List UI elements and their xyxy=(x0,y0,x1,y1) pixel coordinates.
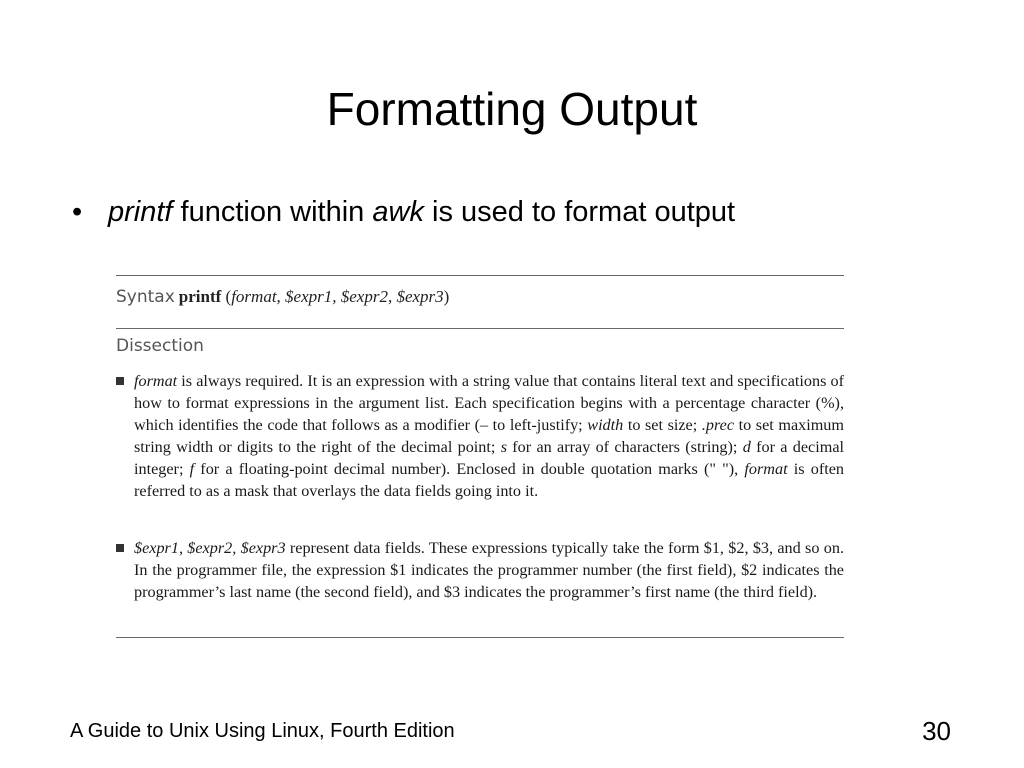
text-segment: to set maximum string width or digits to the right of the decimal point; xyxy=(134,416,844,456)
term-width: width xyxy=(587,416,624,434)
syntax-command: printf xyxy=(178,287,222,306)
dissection-item-text xyxy=(134,370,844,502)
bullet-marker: • xyxy=(72,196,83,228)
bullet-term-printf: printf xyxy=(108,196,173,228)
term-f: f xyxy=(189,460,195,478)
dissection-item-format xyxy=(116,370,844,502)
term-d: d xyxy=(742,438,751,456)
text-segment: for a decimal integer; xyxy=(134,438,844,478)
bullet-text-mid: function within xyxy=(172,196,373,228)
bullet-text-end: is used to format output xyxy=(423,196,736,228)
term-s: s xyxy=(500,438,507,456)
dissection-heading: Dissection xyxy=(116,336,204,356)
square-bullet-icon xyxy=(116,544,124,552)
dissection-item-exprs xyxy=(116,537,844,603)
text-segment: to set size; xyxy=(623,416,702,434)
footer-book-title: A Guide to Unix Using Linux, Fourth Edition xyxy=(70,720,455,742)
bullet-term-awk: awk xyxy=(372,196,424,228)
divider-top xyxy=(116,275,844,276)
square-bullet-icon xyxy=(116,377,124,385)
footer-page-number: 30 xyxy=(922,716,951,746)
divider-bottom xyxy=(116,637,844,638)
text-segment: for an array of characters (string); xyxy=(507,438,743,456)
term-prec: .prec xyxy=(701,416,735,434)
slide-title: Formatting Output xyxy=(326,83,698,135)
text-segment: is often referred to as a mask that overlays the data fields going into it. xyxy=(134,460,844,500)
text-segment: is always required. It is an expression with a string value that contains literal text and specifications of how to format expressions in the argument list. Each specification begins with a percentage character (%), which identifies the code that follows as a modifier (– to left-justify; xyxy=(134,372,844,434)
syntax-close-paren: ) xyxy=(443,287,450,306)
syntax-args: format, $expr1, $expr2, $expr3 xyxy=(231,287,444,306)
bullet-point xyxy=(72,192,972,232)
term-format: format xyxy=(134,372,178,390)
syntax-label: Syntax xyxy=(116,287,175,307)
syntax-row xyxy=(116,285,844,309)
dissection-item-text xyxy=(134,537,844,603)
text-segment: for a floating-point decimal number). Enclosed in double quotation marks (" "), xyxy=(194,460,745,478)
syntax-open-paren: ( xyxy=(221,287,232,306)
term-format: format xyxy=(744,460,788,478)
text-segment: represent data fields. These expressions typically take the form $1, $2, $3, and so on. In the programmer file, the expression $1 indicates the programmer number (the first field), $2 indicates the programmer’s last name (the second field), and $3 indicates the programmer’s first name (the third field). xyxy=(134,539,844,601)
divider-middle xyxy=(116,328,844,329)
term-exprs: $expr1, $expr2, $expr3 xyxy=(134,539,286,557)
